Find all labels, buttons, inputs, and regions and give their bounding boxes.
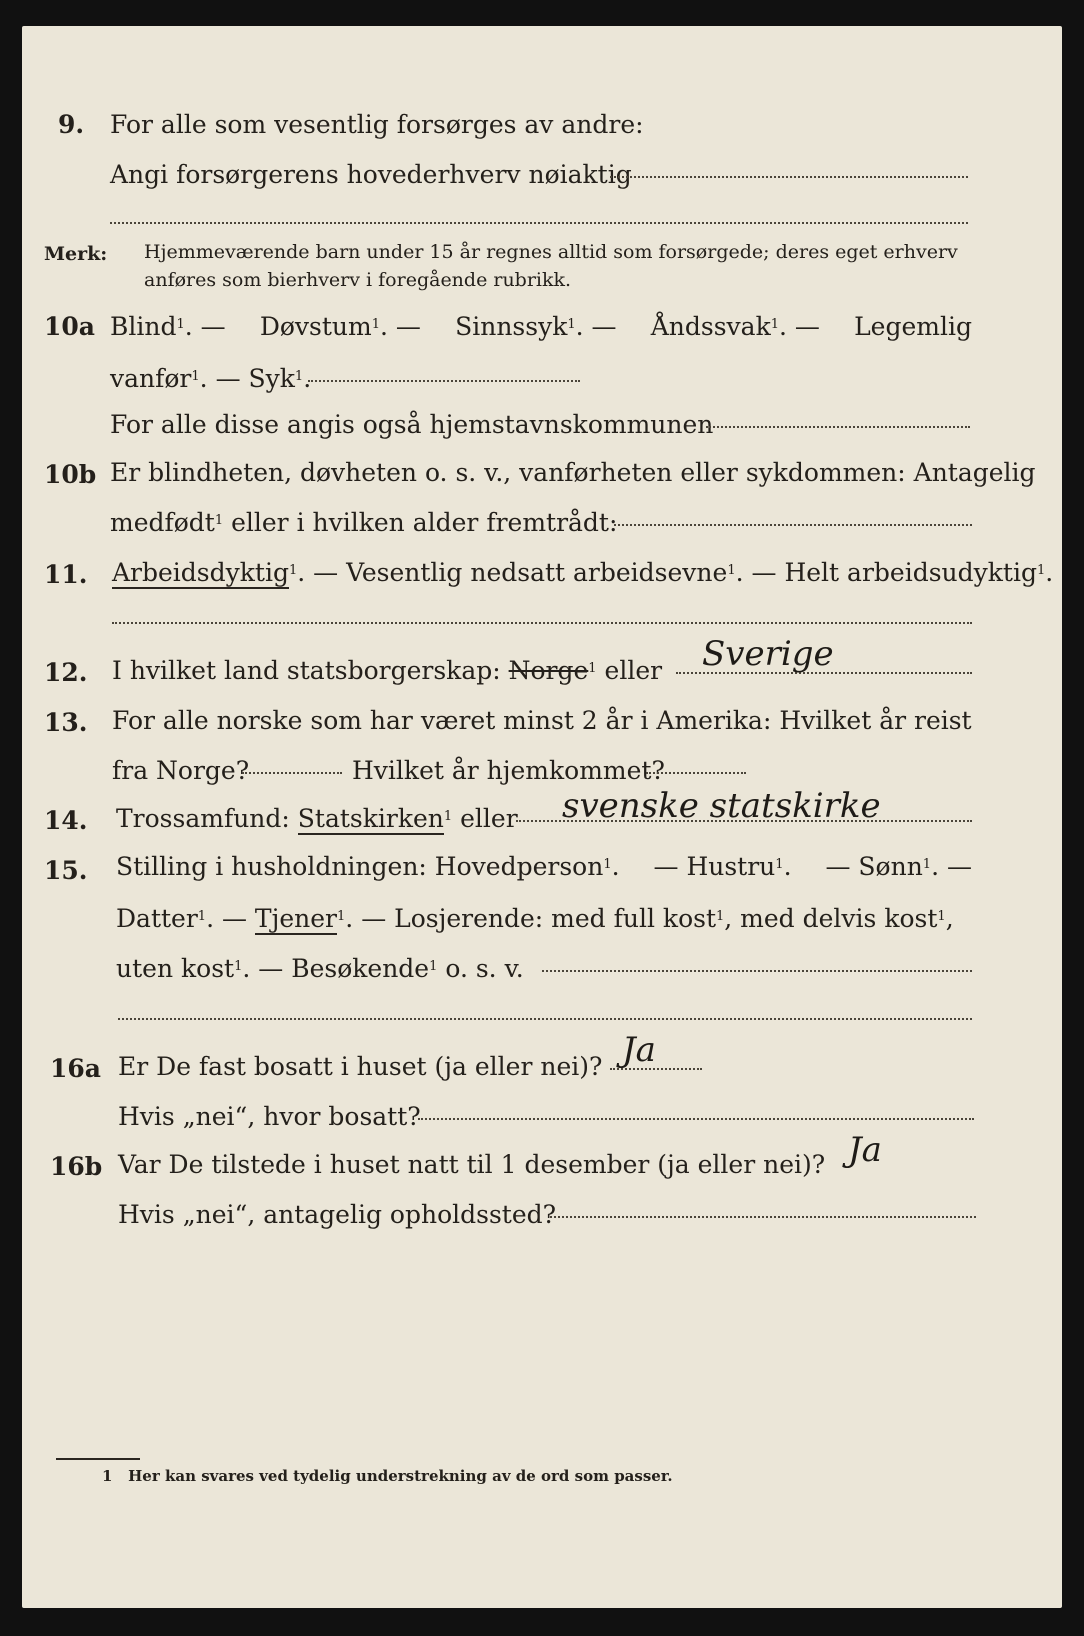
arbeidsdyktig-option[interactable]: Arbeidsdyktig <box>112 558 289 587</box>
q16a-line1: Er De fast bosatt i huset (ja eller nei)? <box>118 1052 603 1081</box>
q15-answer-line[interactable] <box>118 1018 972 1020</box>
q15-line3: uten kost$^1$. — Besøkende$^1$ o. s. v. <box>116 954 524 983</box>
nedsatt-option[interactable]: — Vesentlig nedsatt arbeidsevne <box>313 558 728 587</box>
uten-kost-option[interactable]: uten kost <box>116 954 235 983</box>
q9-answer-line2[interactable] <box>110 222 968 224</box>
q14-line: Trossamfund: Statskirken$^1$ eller <box>116 804 518 833</box>
q16a-handwritten-answer: Ja <box>622 1030 656 1070</box>
q16b-handwritten-answer: Ja <box>848 1130 882 1170</box>
merk-line2: anføres som bierhverv i foregående rubrikk. <box>144 269 572 291</box>
sinnssyk-option[interactable]: Sinnssyk <box>455 312 568 341</box>
q11-number: 11. <box>44 560 88 589</box>
vanfor-option[interactable]: vanfør <box>110 364 192 393</box>
legemlig-option[interactable]: Legemlig <box>854 312 972 341</box>
q10a-line3: For alle disse angis også hjemstavnskommunen <box>110 410 714 439</box>
q12-number: 12. <box>44 658 88 687</box>
q14-handwritten-answer: svenske statskirke <box>562 786 881 826</box>
sonn-option[interactable]: — Sønn <box>825 852 923 881</box>
q11-line: Arbeidsdyktig$^1$. — Vesentlig nedsatt arbeidsevne$^1$. — Helt arbeidsudyktig$^1$. <box>112 558 1054 587</box>
datter-option[interactable]: Datter <box>116 904 198 933</box>
q10a-line1: Blind$^1$. — Døvstum$^1$. — Sinnssyk$^1$. — Åndssvak$^1$. — Legemlig <box>110 312 972 341</box>
hjemkommet-year-field[interactable] <box>646 772 746 774</box>
hjemstavnskommune-field[interactable] <box>706 426 970 428</box>
blind-option[interactable]: Blind <box>110 312 177 341</box>
norge-option[interactable]: Norge <box>508 656 589 685</box>
statskirken-option[interactable]: Statskirken <box>297 804 444 833</box>
q16a-number: 16a <box>50 1054 101 1083</box>
q13-fra-label: fra Norge? <box>112 756 250 785</box>
q15-line2: Datter$^1$. — Tjener$^1$. — Losjerende: med full kost$^1$, med delvis kost$^1$, <box>116 904 954 933</box>
q10b-line2: medfødt$^1$ eller i hvilken alder fremtrådt: <box>110 508 618 537</box>
andssvak-option[interactable]: Åndssvak <box>650 312 771 341</box>
q16b-line2: Hvis „nei“, antagelig opholdssted? <box>118 1200 557 1229</box>
q10a-answer-field[interactable] <box>308 380 580 382</box>
q11-answer-line[interactable] <box>112 622 972 624</box>
q13-hjem-label: Hvilket år hjemkommet? <box>352 756 665 785</box>
q9-line1: For alle som vesentlig forsørges av andre: <box>110 110 644 139</box>
q12-handwritten-answer: Sverige <box>702 634 834 674</box>
footnote-rule <box>56 1458 140 1460</box>
footnote-marker: 1 <box>102 1467 113 1485</box>
q16b-line1: Var De tilstede i huset natt til 1 desember (ja eller nei)? <box>118 1150 826 1179</box>
q16b-number: 16b <box>50 1152 103 1181</box>
udyktig-option[interactable]: — Helt arbeidsudyktig <box>751 558 1037 587</box>
merk-line1: Hjemmeværende barn under 15 år regnes alltid som forsørgede; deres eget erhverv <box>144 241 958 263</box>
q16a-bosatt-field[interactable] <box>418 1118 974 1120</box>
reist-year-field[interactable] <box>242 772 342 774</box>
hovedperson-option[interactable]: Stilling i husholdningen: Hovedperson <box>116 852 604 881</box>
syk-option[interactable]: Syk <box>248 364 295 393</box>
footnote-text: Her kan svares ved tydelig understrekning av de ord som passer. <box>128 1467 673 1485</box>
q12-line: I hvilket land statsborgerskap: Norge$^1$ eller <box>112 656 663 685</box>
q10b-number: 10b <box>44 460 97 489</box>
footnote <box>102 1466 673 1486</box>
q13-line1: For alle norske som har været minst 2 år i Amerika: Hvilket år reist <box>112 706 972 735</box>
hustru-option[interactable]: — Hustru <box>653 852 776 881</box>
q16a-line2: Hvis „nei“, hvor bosatt? <box>118 1102 421 1131</box>
q10b-answer-field[interactable] <box>614 524 972 526</box>
q15-number: 15. <box>44 856 88 885</box>
delvis-kost-option[interactable]: , med delvis kost <box>724 904 938 933</box>
q10a-line2: vanfør$^1$. — Syk$^1$. <box>110 364 312 393</box>
merk-label: Merk: <box>44 243 108 265</box>
q9-number: 9. <box>58 110 85 139</box>
dovstum-option[interactable]: Døvstum <box>259 312 372 341</box>
tjener-option[interactable]: Tjener <box>254 904 337 933</box>
q10a-number: 10a <box>44 312 95 341</box>
q9-line2: Angi forsørgerens hovederhverv nøiaktig <box>110 160 632 189</box>
medfodt-option[interactable]: medfødt <box>110 508 215 537</box>
q10b-line1: Er blindheten, døvheten o. s. v., vanførheten eller sykdommen: Antagelig <box>110 458 1036 487</box>
opholdssted-field[interactable] <box>550 1216 976 1218</box>
q13-number: 13. <box>44 708 88 737</box>
census-form-page <box>22 26 1062 1608</box>
full-kost-option[interactable]: — Losjerende: med full kost <box>361 904 716 933</box>
q9-answer-field[interactable] <box>610 176 968 178</box>
besokende-option[interactable]: — Besøkende <box>258 954 430 983</box>
q15-answer-field[interactable] <box>542 970 972 972</box>
q14-number: 14. <box>44 806 88 835</box>
q15-line1: Stilling i husholdningen: Hovedperson$^1$. — Hustru$^1$. — Sønn$^1$. — <box>116 852 972 881</box>
